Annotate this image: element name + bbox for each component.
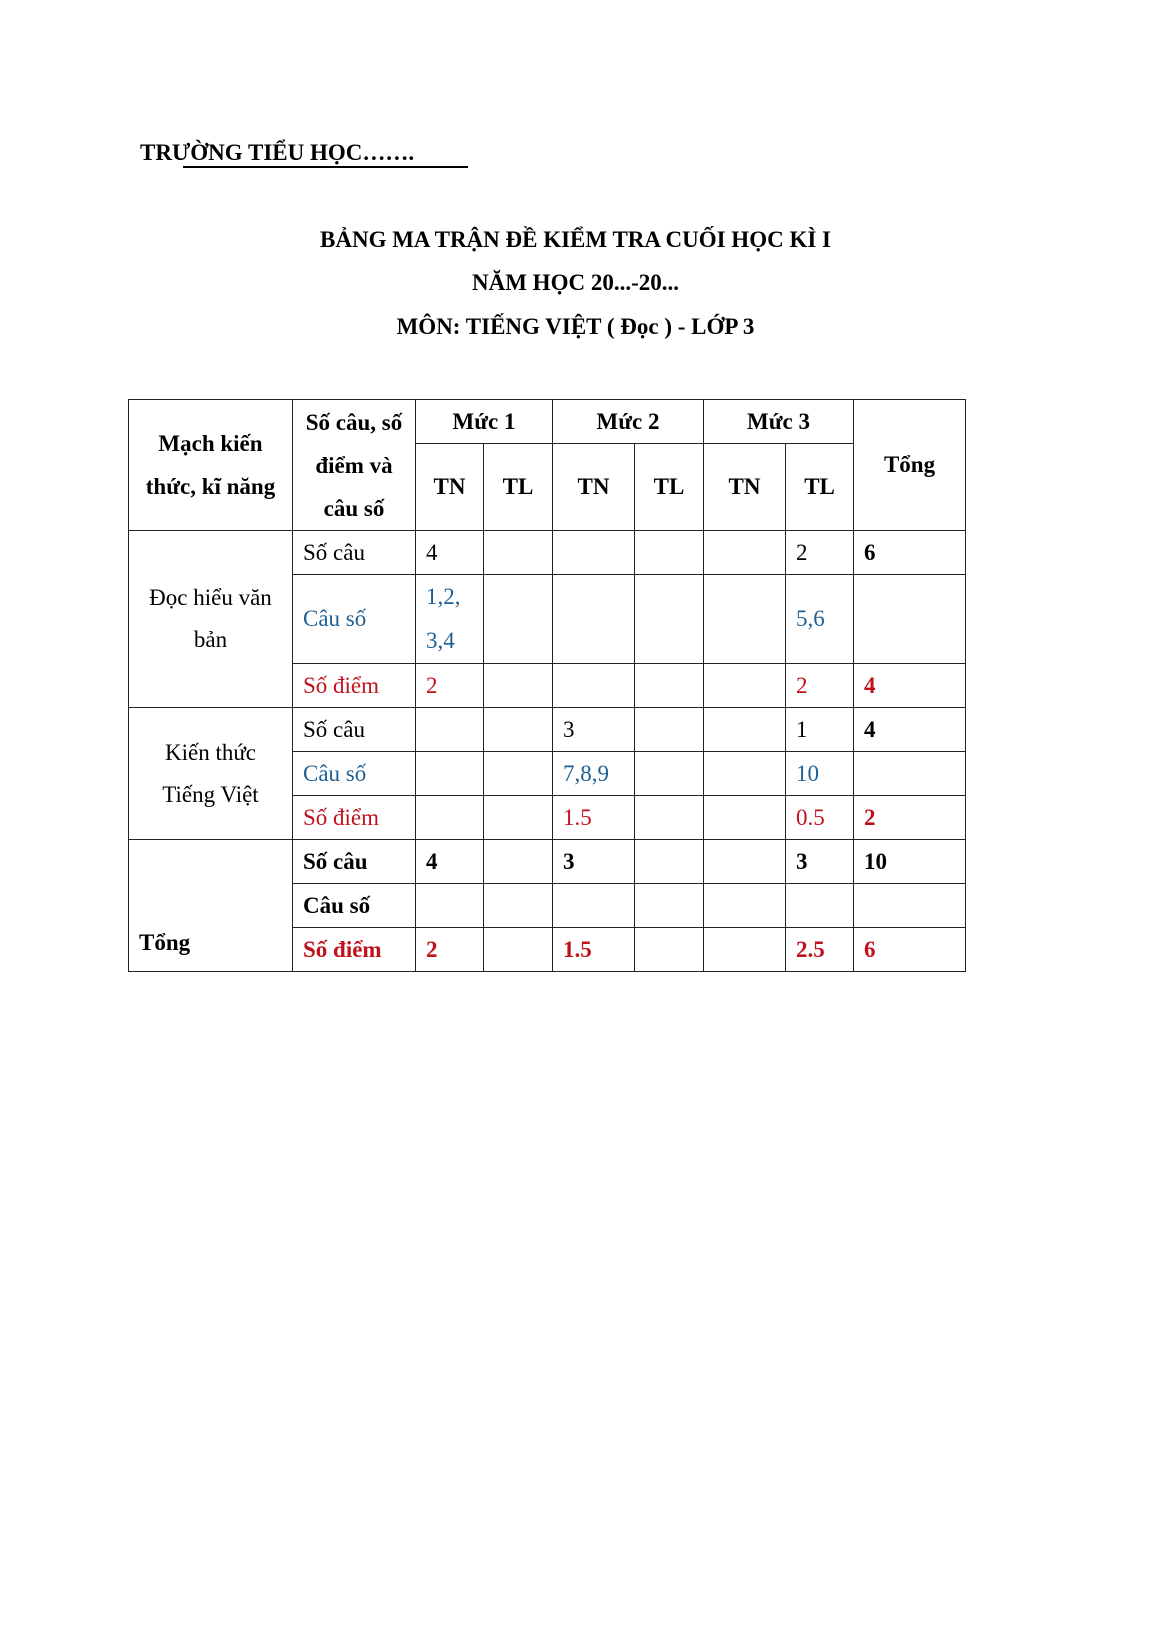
row-label-cau-so: Câu số (293, 575, 416, 664)
header-so-cau-so-diem: Số câu, số điểm và câu số (293, 400, 416, 531)
cell-m1-tl (484, 840, 553, 884)
header-muc-3: Mức 3 (704, 400, 854, 444)
row-label-so-diem: Số điểm (293, 664, 416, 708)
cell-total: 4 (854, 664, 966, 708)
cell-m2-tn (553, 884, 635, 928)
cell-m2-tl (635, 575, 704, 664)
section-label-kien-thuc: Kiến thức Tiếng Việt (129, 708, 293, 840)
row-label-so-diem: Số điểm (293, 796, 416, 840)
header-mach-kien-thuc: Mạch kiến thức, kĩ năng (129, 400, 293, 531)
cell-m3-tl: 0.5 (786, 796, 854, 840)
cell-m1-tn (416, 884, 484, 928)
cell-m3-tl: 5,6 (786, 575, 854, 664)
header-m3-tn: TN (704, 444, 786, 531)
cell-m3-tl: 2 (786, 531, 854, 575)
cell-m3-tl: 3 (786, 840, 854, 884)
cell-m2-tl (635, 928, 704, 972)
cell-m2-tl (635, 708, 704, 752)
cell-m3-tn (704, 884, 786, 928)
cell-m1-tn: 4 (416, 531, 484, 575)
cell-m3-tn (704, 796, 786, 840)
title-line-2: NĂM HỌC 20...-20... (472, 270, 679, 295)
cell-m1-tn: 4 (416, 840, 484, 884)
cell-m2-tl (635, 531, 704, 575)
cell-total: 6 (854, 928, 966, 972)
cell-m1-tn (416, 708, 484, 752)
school-underline (183, 166, 468, 168)
header-row-1 (129, 400, 966, 444)
cell-m1-tl (484, 752, 553, 796)
cell-m3-tn (704, 531, 786, 575)
header-m3-tl: TL (786, 444, 854, 531)
school-name: TRƯỜNG TIỂU HỌC……. (140, 140, 415, 165)
cell-m3-tl: 10 (786, 752, 854, 796)
cell-m2-tn (553, 575, 635, 664)
row-label-cau-so: Câu số (293, 884, 416, 928)
cell-m1-tl (484, 928, 553, 972)
cell-m1-tn (416, 752, 484, 796)
cell-m2-tl (635, 840, 704, 884)
cell-m2-tl (635, 796, 704, 840)
header-tong: Tổng (854, 400, 966, 531)
cell-m3-tn (704, 708, 786, 752)
cell-m2-tn (553, 664, 635, 708)
cell-m1-tl (484, 531, 553, 575)
row-label-so-cau: Số câu (293, 840, 416, 884)
cell-m2-tl (635, 664, 704, 708)
cell-m3-tn (704, 840, 786, 884)
section-label-tong: Tổng (129, 840, 293, 972)
cell-total: 4 (854, 708, 966, 752)
cell-total: 2 (854, 796, 966, 840)
cell-m1-tl (484, 884, 553, 928)
cell-m3-tn (704, 664, 786, 708)
cell-m3-tl: 1 (786, 708, 854, 752)
cell-total: 10 (854, 840, 966, 884)
header-m1-tn: TN (416, 444, 484, 531)
header-muc-2: Mức 2 (553, 400, 704, 444)
cell-m2-tn: 1.5 (553, 796, 635, 840)
title-line-1: BẢNG MA TRẬN ĐỀ KIỂM TRA CUỐI HỌC KÌ I (320, 227, 831, 252)
cell-m1-tn: 1,2, 3,4 (416, 575, 484, 664)
cell-m2-tn: 3 (553, 708, 635, 752)
row-label-cau-so: Câu số (293, 752, 416, 796)
cell-m1-tl (484, 575, 553, 664)
cell-m1-tl (484, 796, 553, 840)
cell-m2-tn: 7,8,9 (553, 752, 635, 796)
row-label-so-diem: Số điểm (293, 928, 416, 972)
cell-m3-tn (704, 575, 786, 664)
cell-m1-tl (484, 664, 553, 708)
header-m2-tl: TL (635, 444, 704, 531)
cell-m1-tn (416, 796, 484, 840)
cell-m3-tl (786, 884, 854, 928)
header-m1-tl: TL (484, 444, 553, 531)
section-label-doc-hieu: Đọc hiểu văn bản (129, 531, 293, 708)
exam-matrix-table (128, 399, 966, 972)
cell-m1-tn: 2 (416, 664, 484, 708)
cell-m1-tl (484, 708, 553, 752)
cell-total: 6 (854, 531, 966, 575)
cell-m1-tn: 2 (416, 928, 484, 972)
table-row (129, 840, 966, 884)
cell-m3-tn (704, 752, 786, 796)
cell-m2-tn (553, 531, 635, 575)
cell-m2-tl (635, 752, 704, 796)
row-label-so-cau: Số câu (293, 531, 416, 575)
cell-total (854, 884, 966, 928)
table-row (129, 531, 966, 575)
row-label-so-cau: Số câu (293, 708, 416, 752)
header-muc-1: Mức 1 (416, 400, 553, 444)
cell-total (854, 575, 966, 664)
cell-m2-tl (635, 884, 704, 928)
cell-m2-tn: 3 (553, 840, 635, 884)
cell-m3-tl: 2 (786, 664, 854, 708)
header-m2-tn: TN (553, 444, 635, 531)
cell-m3-tl: 2.5 (786, 928, 854, 972)
title-line-3: MÔN: TIẾNG VIỆT ( Đọc ) - LỚP 3 (396, 314, 755, 339)
cell-m2-tn: 1.5 (553, 928, 635, 972)
table-row (129, 708, 966, 752)
cell-m3-tn (704, 928, 786, 972)
cell-total (854, 752, 966, 796)
